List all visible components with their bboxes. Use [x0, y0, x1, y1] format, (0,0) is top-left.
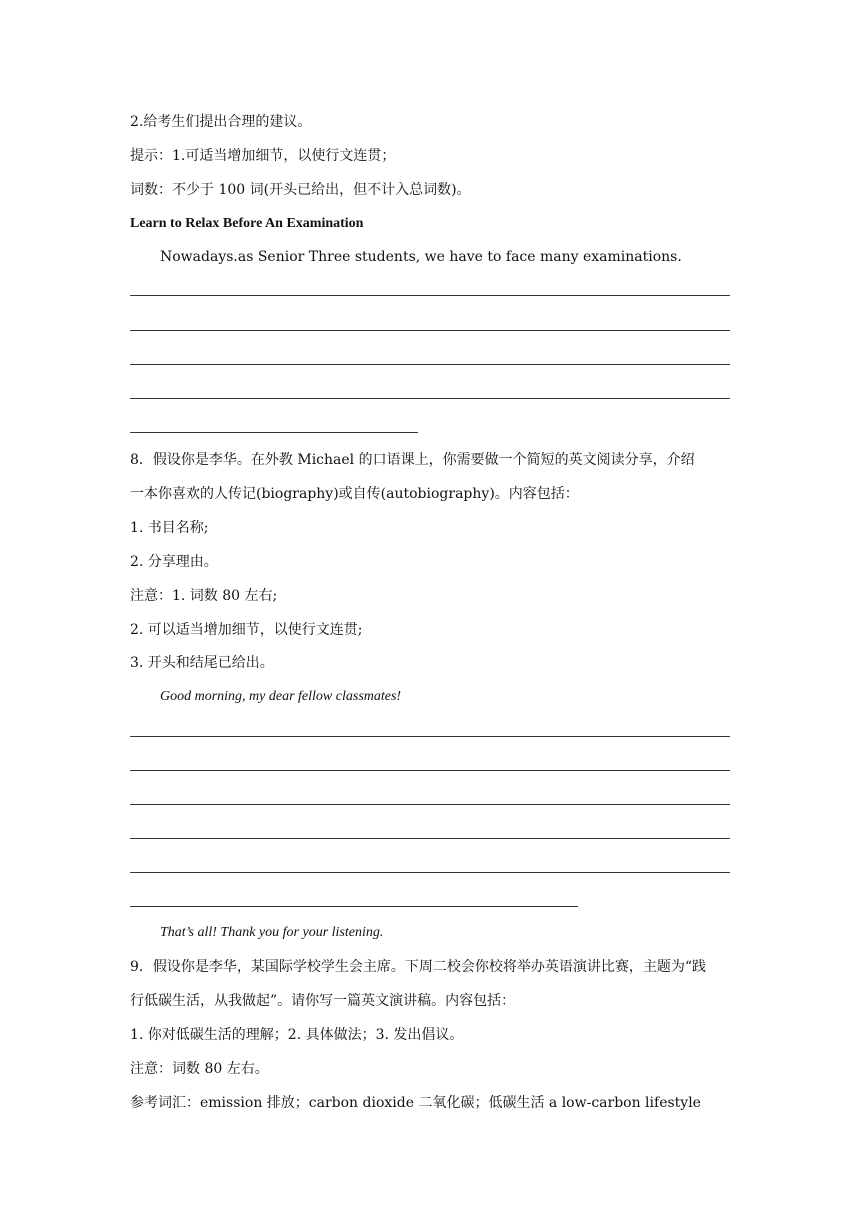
answer-line — [130, 330, 730, 331]
answer-line — [130, 295, 730, 296]
q8-opening: Good morning, my dear fellow classmates! — [160, 689, 402, 704]
answer-line — [130, 804, 730, 805]
answer-line — [130, 906, 578, 907]
q8-prompt-line-1: 8．假设你是李华。在外教 Michael 的口语课上，你需要做一个简短的英文阅读分享，介绍 — [130, 452, 695, 468]
q9-note: 注意：词数 80 左右。 — [130, 1061, 269, 1077]
answer-line — [130, 872, 730, 873]
essay-opening: Nowadays.as Senior Three students, we have to face many examinations. — [160, 249, 682, 265]
requirement-2: 2.给考生们提出合理的建议。 — [130, 114, 312, 130]
answer-line — [130, 398, 730, 399]
q8-item-2: 2. 分享理由。 — [130, 554, 218, 570]
word-count-note: 词数：不少于 100 词(开头已给出，但不计入总词数)。 — [130, 182, 471, 198]
tip-text: 提示：1.可适当增加细节，以使行文连贯； — [130, 148, 396, 164]
answer-line — [130, 770, 730, 771]
q8-item-1: 1. 书目名称; — [130, 520, 209, 536]
answer-line — [130, 364, 730, 365]
q9-vocab: 参考词汇：emission 排放；carbon dioxide 二氧化碳；低碳生活 a low-carbon lifestyle — [130, 1095, 701, 1111]
q9-prompt-line-1: 9．假设你是李华，某国际学校学生会主席。下周二校会你校将举办英语演讲比赛，主题为“践 — [130, 959, 707, 975]
q8-closing: That’s all! Thank you for your listening. — [160, 925, 384, 940]
q9-prompt-line-2: 行低碳生活，从我做起”。请你写一篇英文演讲稿。内容包括： — [130, 993, 516, 1009]
q8-prompt-line-2: 一本你喜欢的人传记(biography)或自传(autobiography)。内容包括： — [130, 486, 579, 502]
q8-note-2: 2. 可以适当增加细节，以使行文连贯; — [130, 622, 363, 638]
answer-line — [130, 736, 730, 737]
q8-note-3: 3. 开头和结尾已给出。 — [130, 655, 274, 671]
answer-line — [130, 838, 730, 839]
q8-note-1: 注意：1. 词数 80 左右; — [130, 588, 278, 604]
essay-title: Learn to Relax Before An Examination — [130, 216, 364, 231]
answer-line — [130, 432, 418, 433]
q9-items: 1. 你对低碳生活的理解；2. 具体做法；3. 发出倡议。 — [130, 1027, 464, 1043]
